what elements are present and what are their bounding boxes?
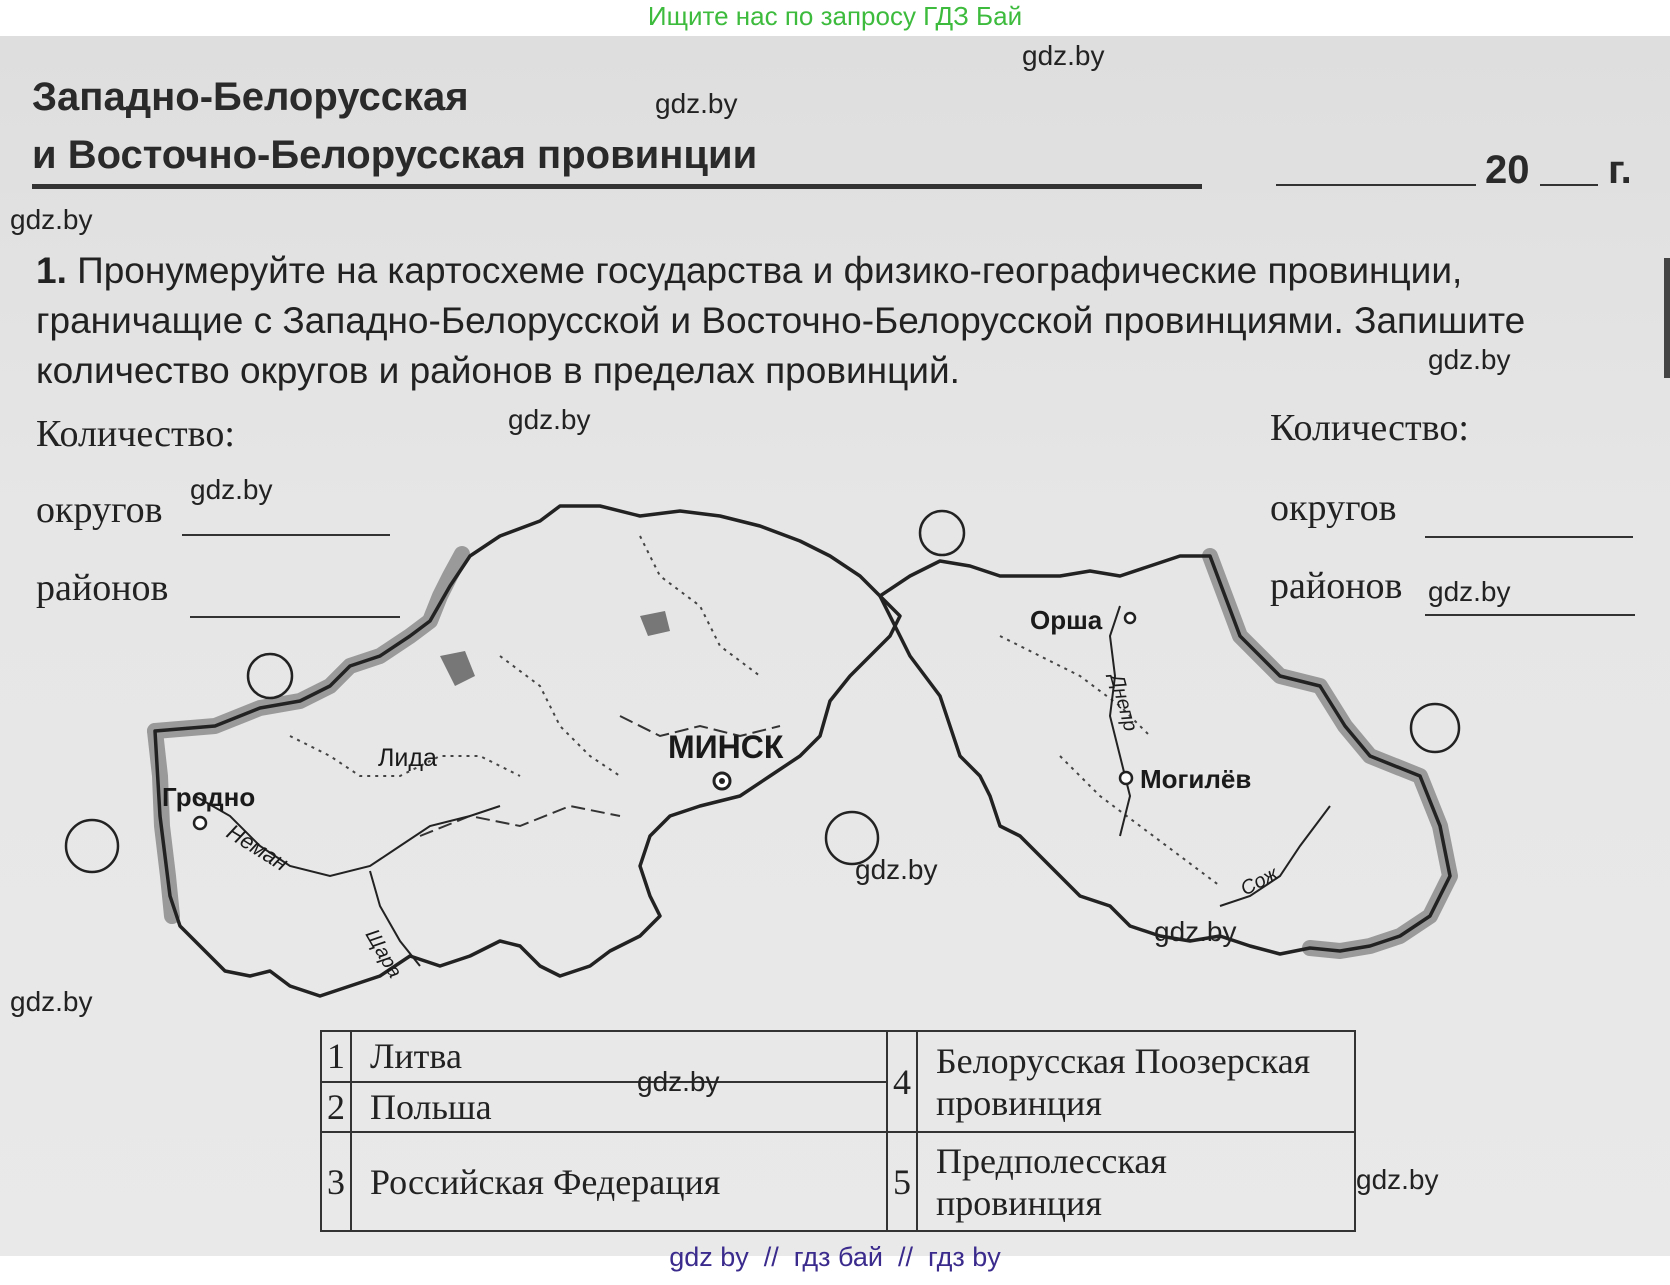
legend-label: Белорусская Поозерская провинция: [917, 1031, 1355, 1132]
watermark: gdz.by: [1356, 1164, 1439, 1195]
grodno-marker: [194, 817, 206, 829]
legend-label: Польша: [351, 1082, 887, 1133]
top-banner[interactable]: Ищите нас по запросу ГДЗ Бай: [647, 1, 1023, 31]
legend-label: Российская Федерация: [351, 1132, 887, 1231]
watermark: gdz.by: [10, 204, 93, 235]
state-border-west: [155, 554, 462, 731]
date-year-prefix: 20: [1485, 148, 1530, 192]
minsk-marker-dot: [719, 778, 725, 784]
mogilev-marker: [1120, 772, 1132, 784]
legend-label: Литва: [351, 1031, 887, 1082]
sozh-river: [1220, 806, 1330, 906]
mogilev-label: Могилёв: [1140, 764, 1252, 794]
task-text: Пронумеруйте на картосхеме государства и физико-географические провинции, граничащие с Западно-Белорусской и Восточно-Белорусской провинциями. Запишите количество округов и районов в пределах провинций.: [36, 250, 1526, 391]
legend-table: [320, 1030, 1356, 1232]
watermark: gdz.by: [1428, 344, 1511, 375]
watermark: gdz.by: [855, 854, 938, 885]
title-line-1: Западно-Белорусская: [32, 75, 469, 119]
grodno-label: Гродно: [162, 782, 256, 812]
district-boundary: [500, 656, 620, 776]
orsha-marker: [1125, 613, 1135, 623]
left-districts-label: округов: [36, 489, 163, 531]
province-map: [0, 36, 1670, 1036]
watermark: gdz.by: [1428, 576, 1511, 607]
legend-num: 3: [321, 1132, 351, 1231]
watermark: gdz.by: [190, 474, 273, 505]
watermark: gdz.by: [637, 1066, 720, 1097]
shchara-label: Щара: [360, 925, 406, 982]
left-regions-label: районов: [36, 567, 169, 609]
legend-label: Предполесская провинция: [917, 1132, 1355, 1231]
legend-num: 2: [321, 1082, 351, 1133]
number-circle-russia[interactable]: [1411, 704, 1459, 752]
lake: [640, 611, 670, 636]
right-regions-label: районов: [1270, 565, 1403, 607]
watermark: gdz.by: [10, 986, 93, 1017]
workbook-page: [0, 36, 1670, 1256]
right-districts-label: округов: [1270, 487, 1397, 529]
neman-label: Неман: [222, 819, 293, 876]
number-circle-poozerskaya[interactable]: [920, 511, 964, 555]
watermark: gdz.by: [1154, 916, 1237, 947]
west-belarus-province-outline: [155, 506, 900, 996]
left-count-label: Количество:: [36, 413, 235, 455]
legend-num: 5: [887, 1132, 917, 1231]
lake: [440, 651, 475, 686]
dnepr-label: Днепр: [1105, 671, 1142, 734]
lida-label: Лида: [378, 744, 437, 772]
minsk-label: МИНСК: [668, 729, 784, 765]
right-count-label: Количество:: [1270, 407, 1469, 449]
number-circle-poland[interactable]: [66, 820, 118, 872]
bottom-watermark-bar: [0, 1242, 1670, 1285]
watermark: gdz.by: [655, 88, 738, 119]
bottom-watermark-text[interactable]: gdz by // гдз бай // гдз by: [669, 1242, 1001, 1272]
district-boundary: [640, 536, 760, 676]
watermark: gdz.by: [508, 404, 591, 435]
watermark: gdz.by: [1022, 40, 1105, 71]
number-circle-lithuania[interactable]: [248, 654, 292, 698]
legend-num: 1: [321, 1031, 351, 1082]
sozh-label: Сож: [1237, 862, 1282, 901]
task-number: 1.: [36, 250, 67, 291]
title-line-2: и Восточно-Белорусская провинции: [32, 133, 758, 177]
orsha-label: Орша: [1030, 605, 1103, 635]
date-year-suffix: г.: [1608, 148, 1632, 192]
legend-num: 4: [887, 1031, 917, 1132]
